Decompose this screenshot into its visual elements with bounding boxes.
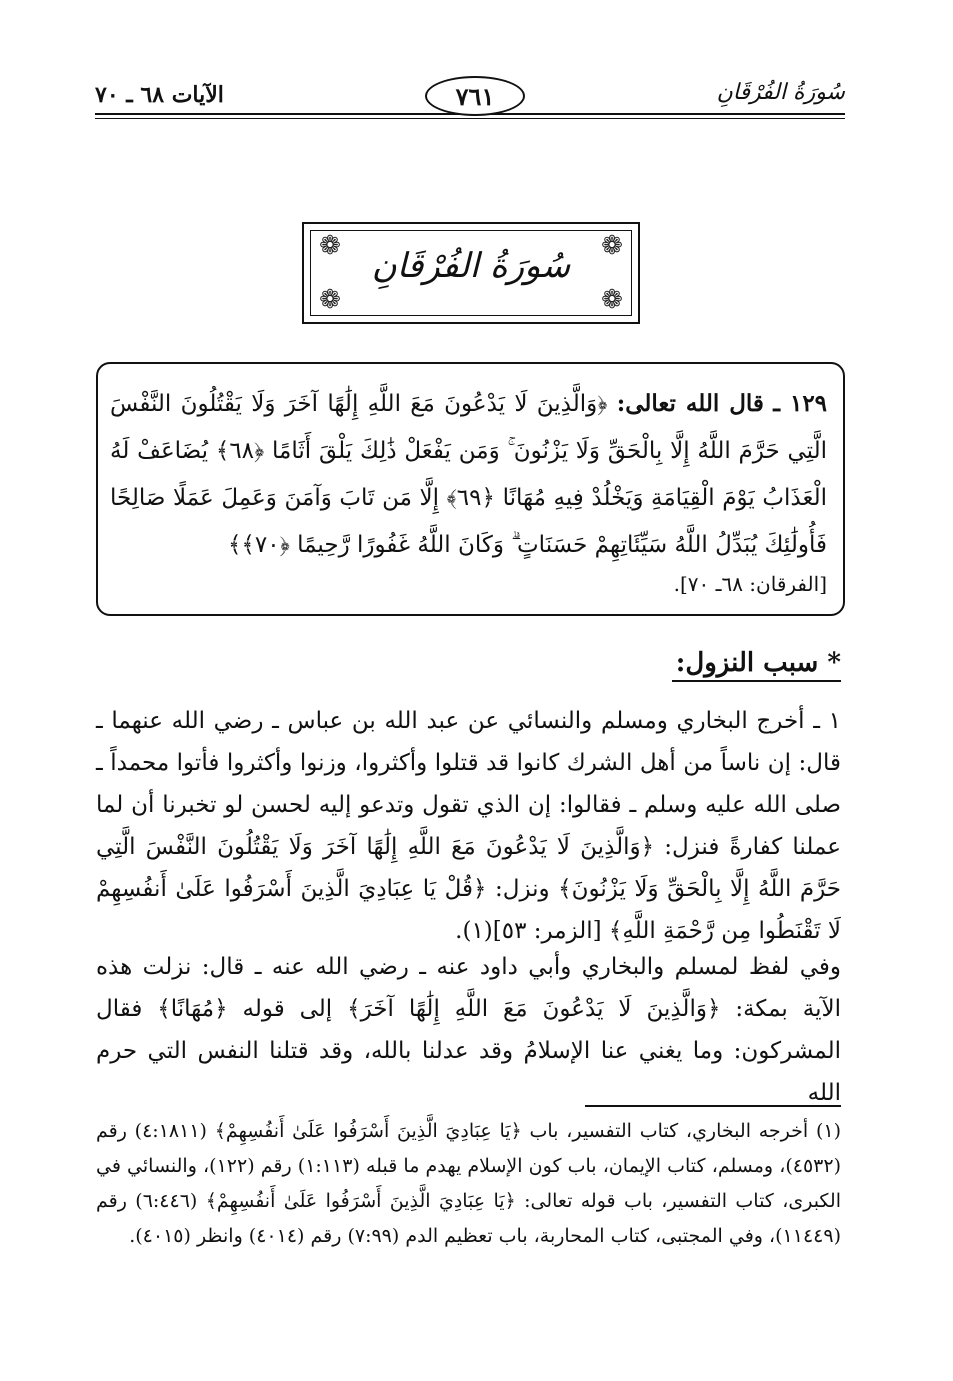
verse-text-block [110,380,827,569]
body-paragraph-1: ١ ـ أخرج البخاري ومسلم والنسائي عن عبد الله بن عباس ـ رضي الله عنهما ـ قال: إن ناساً من أهل الشرك كانوا قد قتلوا وأكثروا، وزنوا وأكثروا فأتوا محمداً ـ صلى الله عليه وسلم ـ فقالوا: إن الذي تقول وتدعو إليه لحسن لو تخبرنا أن لما عملنا كفارةً فنزل: ﴿وَالَّذِينَ لَا يَدْعُونَ مَعَ اللَّهِ إِلَٰهًا آخَرَ وَلَا يَقْتُلُونَ النَّفْسَ الَّتِي حَرَّمَ اللَّهُ إِلَّا بِالْحَقِّ وَلَا يَزْنُونَ﴾ ونزل: ﴿قُلْ يَا عِبَادِيَ الَّذِينَ أَسْرَفُوا عَلَىٰ أَنفُسِهِمْ لَا تَقْنَطُوا مِن رَّحْمَةِ اللَّهِ﴾ [الزمر: ٥٣](١). [96,708,841,944]
page-header [95,80,845,126]
verse-box [96,362,845,616]
page-number: ٧٦١ [425,76,525,116]
footnote: (١) أخرجه البخاري، كتاب التفسير، باب ﴿يَا عِبَادِيَ الَّذِينَ أَسْرَفُوا عَلَىٰ أَنفُسِهِمْ﴾ (٤:١٨١١) رقم (٤٥٣٢)، ومسلم، كتاب الإيمان، باب كون الإسلام يهدم ما قبله (١:١١٣) رقم (١٢٢)، والنسائي في الكبرى، كتاب التفسير، باب قوله تعالى: ﴿يَا عِبَادِيَ الَّذِينَ أَسْرَفُوا عَلَىٰ أَنفُسِهِمْ﴾ (٦:٤٤٦) رقم (١١٤٤٩)، وفي المجتبى، كتاب المحاربة، باب تعظيم الدم (٧:٩٩) رقم (٤٠١٤) وانظر (٤٠١٥). [96,1120,841,1247]
quran-verse: ﴿وَالَّذِينَ لَا يَدْعُونَ مَعَ اللَّهِ إِلَٰهًا آخَرَ وَلَا يَقْتُلُونَ النَّفْسَ الَّتِي حَرَّمَ اللَّهُ إِلَّا بِالْحَقِّ وَلَا يَزْنُونَ ۚ وَمَن يَفْعَلْ ذَٰلِكَ يَلْقَ أَثَامًا ﴿٦٨﴾ يُضَاعَفْ لَهُ الْعَذَابُ يَوْمَ الْقِيَامَةِ وَيَخْلُدْ فِيهِ مُهَانًا ﴿٦٩﴾ إِلَّا مَن تَابَ وَآمَنَ وَعَمِلَ عَمَلًا صَالِحًا فَأُولَٰئِكَ يُبَدِّلُ اللَّهُ سَيِّئَاتِهِمْ حَسَنَاتٍ ۗ وَكَانَ اللَّهُ غَفُورًا رَّحِيمًا ﴿٧٠﴾﴾ [110,391,827,558]
entry-number: ١٢٩ ـ [773,390,828,417]
rosette-ornament-icon: ❁ [601,285,623,315]
surah-title-frame [302,222,640,324]
verse-reference: [الفرقان: ٦٨ـ ٧٠]. [673,572,827,596]
rosette-ornament-icon: ❁ [319,285,341,315]
body-paragraph-2: وفي لفظ لمسلم والبخاري وأبي داود عنه ـ رضي الله عنه ـ قال: نزلت هذه الآية بمكة: ﴿وَالَّذِينَ لَا يَدْعُونَ مَعَ اللَّهِ إِلَٰهًا آخَرَ﴾ إلى قوله ﴿مُهَانًا﴾ فقال المشركون: وما يغني عنا الإسلامُ وقد عدلنا بالله، وقد قتلنا النفس التي حرم الله [96,954,841,1106]
rosette-ornament-icon: ❁ [601,231,623,261]
running-surah-name: سُورَةُ الفُرْقَانِ [716,80,845,105]
footnote-separator [585,1105,841,1107]
header-rule-thin [95,118,845,119]
verses-range: الآيات ٦٨ ـ ٧٠ [95,82,224,108]
verse-intro: قال الله تعالى: [616,390,764,417]
surah-title: سُورَةُ الفُرْقَانِ [371,246,571,286]
section-heading: * سبب النزول: [672,648,841,682]
rosette-ornament-icon: ❁ [319,231,341,261]
